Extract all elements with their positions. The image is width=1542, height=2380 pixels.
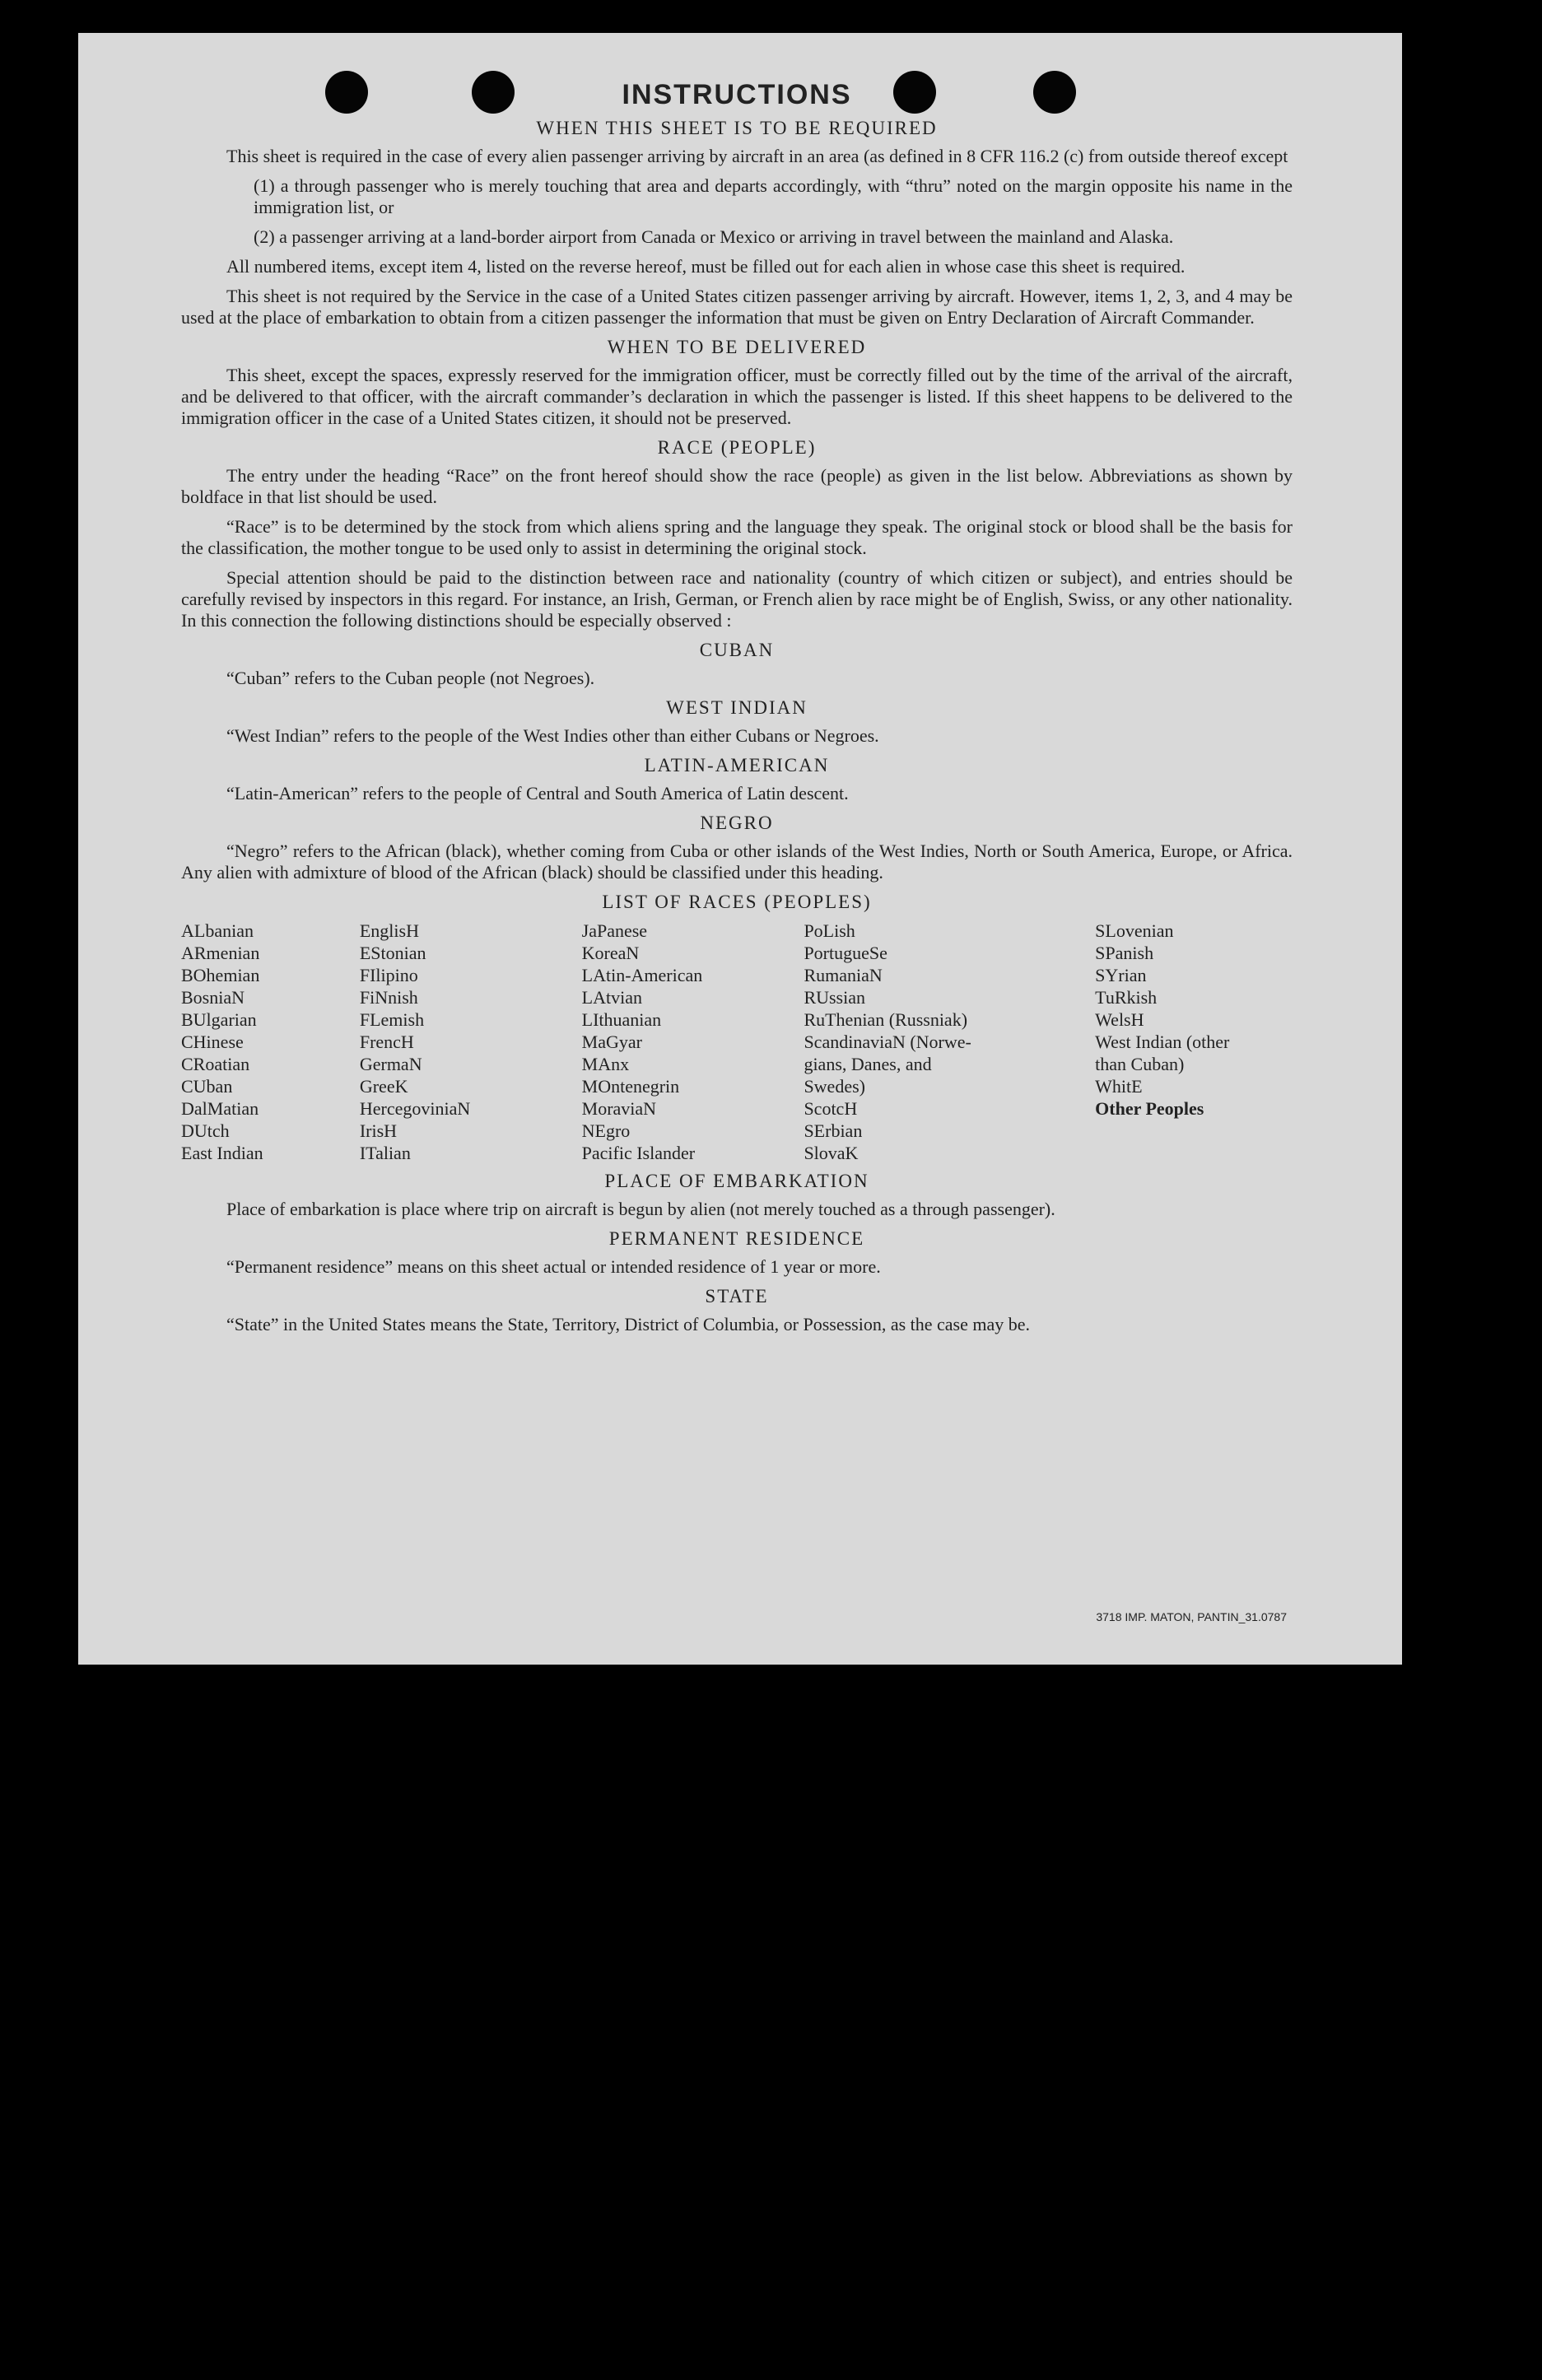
race-entry: JaPanese [581, 920, 648, 941]
races-column [804, 920, 1095, 1164]
race-entry: EStonian [359, 943, 426, 963]
paragraph: All numbered items, except item 4, listed on the reverse hereof, must be filled out for each alien in whose case this sheet is required. [226, 256, 1186, 277]
races-column [360, 920, 582, 1164]
race-entry: CRoatian [181, 1054, 250, 1074]
race-entry: ALbanian [181, 920, 254, 941]
paragraph: “Cuban” refers to the Cuban people (not Negroes). [226, 668, 595, 688]
section-heading-delivered: WHEN TO BE DELIVERED [607, 337, 867, 357]
races-column [1095, 920, 1293, 1164]
races-list [181, 920, 1293, 1164]
races-column [181, 920, 360, 1164]
paragraph: “Latin-American” refers to the people of Central and South America of Latin descent. [226, 783, 849, 803]
paragraph: The entry under the heading “Race” on the front hereof should show the race (people) as given in the list below. Abbreviations as shown by boldface in that list should be used. [181, 465, 1293, 507]
race-entry: MaGyar [581, 1032, 642, 1052]
race-entry: RUssian [804, 987, 865, 1008]
section-heading-west-indian: WEST INDIAN [666, 697, 808, 718]
race-entry: BosniaN [181, 987, 245, 1008]
race-entry: East Indian [181, 1143, 263, 1163]
list-item: (2) a passenger arriving at a land-border airport from Canada or Mexico or arriving in travel between the mainland and Alaska. [254, 226, 1174, 247]
paragraph: “Permanent residence” means on this sheet actual or intended residence of 1 year or more. [226, 1256, 881, 1277]
race-entry: WelsH [1095, 1009, 1144, 1030]
document-content [181, 79, 1293, 1344]
paragraph: “Race” is to be determined by the stock from which aliens spring and the language they speak. The original stock or blood shall be the basis for the classification, the mother tongue to be used only to assist in determining the original stock. [181, 516, 1293, 558]
race-entry: PortugueSe [804, 943, 887, 963]
section-heading-list-of-races: LIST OF RACES (PEOPLES) [602, 892, 872, 912]
paragraph: “State” in the United States means the State, Territory, District of Columbia, or Possession, as the case may be. [226, 1314, 1031, 1334]
race-entry: RumaniaN [804, 965, 883, 985]
race-entry: GermaN [359, 1054, 422, 1074]
section-heading-negro: NEGRO [700, 813, 774, 833]
race-entry: FrencH [359, 1032, 414, 1052]
race-entry: FiNnish [359, 987, 418, 1008]
race-entry: FIlipino [359, 965, 418, 985]
race-entry: KoreaN [581, 943, 640, 963]
paragraph: This sheet, except the spaces, expressly reserved for the immigration officer, must be correctly filled out by the time of the arrival of the aircraft, and be delivered to that officer, with the aircraft commander’s declaration in which the passenger is listed. If this sheet happens to be delivered to the immigration officer in the case of a United States citizen, it should not be preserved. [181, 365, 1293, 428]
paragraph: “Negro” refers to the African (black), whether coming from Cuba or other islands of the West Indies, North or South America, Europe, or Africa. Any alien with admixture of blood of the African (black) should be classified under this heading. [181, 841, 1293, 883]
section-heading-race: RACE (PEOPLE) [657, 437, 817, 458]
paragraph: This sheet is not required by the Service in the case of a United States citizen passenger arriving by aircraft. However, items 1, 2, 3, and 4 may be used at the place of embarkation to obtain from a citizen passenger the information that must be given on Entry Declaration of Aircraft Commander. [181, 286, 1293, 328]
list-item: (1) a through passenger who is merely touching that area and departs accordingly, with “thru” noted on the margin opposite his name in the immigration list, or [254, 175, 1293, 217]
race-entry: ARmenian [181, 943, 260, 963]
race-entry: WhitE [1095, 1076, 1143, 1097]
race-entry: LIthuanian [581, 1009, 662, 1030]
race-entry: West Indian (other than Cuban) [1095, 1032, 1230, 1074]
race-entry: SErbian [804, 1120, 863, 1141]
race-entry: EnglisH [359, 920, 419, 941]
race-entry: SLovenian [1095, 920, 1174, 941]
section-heading-embarkation: PLACE OF EMBARKATION [604, 1171, 869, 1191]
race-entry: LAtvian [581, 987, 642, 1008]
race-entry: BUlgarian [181, 1009, 257, 1030]
race-entry: Pacific Islander [581, 1143, 696, 1163]
paragraph: Place of embarkation is place where trip on aircraft is begun by alien (not merely touched as a through passenger). [226, 1199, 1055, 1219]
section-heading-cuban: CUBAN [699, 640, 775, 660]
page-title: INSTRUCTIONS [622, 79, 852, 110]
race-entry: SlovaK [804, 1143, 859, 1163]
race-entry: HercegoviniaN [359, 1098, 471, 1119]
race-entry: CUban [181, 1076, 233, 1097]
race-entry: MoraviaN [581, 1098, 657, 1119]
document-sheet [78, 33, 1402, 1665]
race-entry: DUtch [181, 1120, 230, 1141]
race-entry: BOhemian [181, 965, 260, 985]
race-entry: IrisH [359, 1120, 398, 1141]
race-entry: RuThenian (Russniak) [804, 1009, 968, 1030]
section-heading-state: STATE [705, 1286, 769, 1306]
race-entry: ITalian [359, 1143, 411, 1163]
race-entry: MAnx [581, 1054, 630, 1074]
section-heading-residence: PERMANENT RESIDENCE [608, 1228, 865, 1249]
race-entry: ScotcH [804, 1098, 858, 1119]
race-entry: SYrian [1095, 965, 1147, 985]
section-heading-latin-american: LATIN-AMERICAN [644, 755, 830, 775]
paragraph: This sheet is required in the case of every alien passenger arriving by aircraft in an area (as defined in 8 CFR 116.2 (c) from outside thereof except [226, 146, 1288, 166]
race-entry: MOntenegrin [581, 1076, 680, 1097]
race-entry: CHinese [181, 1032, 244, 1052]
races-column [582, 920, 804, 1164]
race-entry: GreeK [359, 1076, 408, 1097]
printer-mark: 3718 IMP. MATON, PANTIN_31.0787 [1096, 1610, 1287, 1623]
race-entry: PoLish [804, 920, 855, 941]
race-entry: DalMatian [181, 1098, 259, 1119]
race-entry: LAtin-American [581, 965, 703, 985]
race-entry: FLemish [359, 1009, 425, 1030]
race-entry: ScandinaviaN (Norwe- gians, Danes, and Swedes) [804, 1032, 971, 1097]
race-entry: Other Peoples [1095, 1098, 1204, 1119]
race-entry: NEgro [581, 1120, 631, 1141]
paragraph: “West Indian” refers to the people of the West Indies other than either Cubans or Negroes. [226, 725, 879, 746]
race-entry: SPanish [1095, 943, 1154, 963]
paragraph: Special attention should be paid to the distinction between race and nationality (country of which citizen or subject), and entries should be carefully revised by inspectors in this regard. For instance, an Irish, German, or French alien by race might be of English, Swiss, or any other nationality. In this connection the following distinctions should be especially observed : [181, 567, 1293, 631]
section-heading-required: WHEN THIS SHEET IS TO BE REQUIRED [536, 118, 938, 138]
race-entry: TuRkish [1095, 987, 1158, 1008]
